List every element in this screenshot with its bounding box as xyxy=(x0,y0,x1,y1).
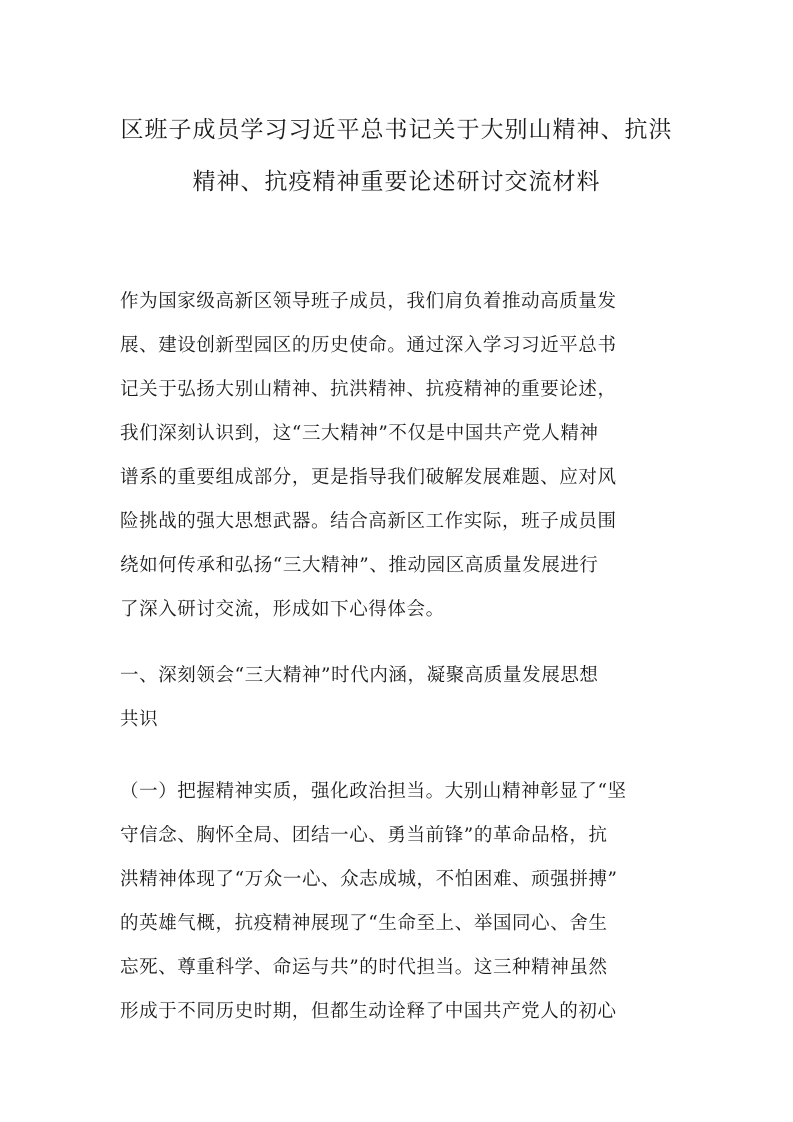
paragraph-line: 洪精神体现了“万众一心、众志成城，不怕困难、顽强拼搏” xyxy=(120,869,618,890)
paragraph-line: 我们深刻认识到，这“三大精神”不仅是中国共产党人精神 xyxy=(120,423,599,444)
paragraph-line: 记关于弘扬大别山精神、抗洪精神、抗疫精神的重要论述， xyxy=(120,379,617,400)
paragraph-line: 守信念、胸怀全局、团结一心、勇当前锋”的革命品格，抗 xyxy=(120,825,608,846)
paragraph-line: 绕如何传承和弘扬“三大精神”、推动园区高质量发展进行 xyxy=(120,555,599,576)
paragraph-line: 形成于不同历史时期，但都生动诠释了中国共产党人的初心 xyxy=(120,1001,617,1022)
paragraph-line: 忘死、尊重科学、命运与共”的时代担当。这三种精神虽然 xyxy=(120,957,608,978)
paragraph-line: 谱系的重要组成部分，更是指导我们破解发展难题、应对风 xyxy=(120,467,617,488)
paragraph-line: 险挑战的强大思想武器。结合高新区工作实际，班子成员围 xyxy=(120,511,617,532)
paragraph-line: （一）把握精神实质，强化政治担当。大别山精神彰显了“坚 xyxy=(120,781,627,802)
paragraph-line: 了深入研讨交流，形成如下心得体会。 xyxy=(120,599,445,620)
title-line: 精神、抗疫精神重要论述研讨交流材料 xyxy=(192,169,601,195)
intro-paragraph xyxy=(120,280,680,632)
title-line: 区班子成员学习习近平总书记关于大别山精神、抗洪 xyxy=(120,117,673,143)
paragraph-line: 作为国家级高新区领导班子成员，我们肩负着推动高质量发 xyxy=(120,291,617,312)
paragraph-line: 的英雄气概，抗疫精神展现了“生命至上、举国同心、舍生 xyxy=(120,913,608,934)
document-title xyxy=(110,104,683,208)
heading-line: 一、深刻领会“三大精神”时代内涵，凝聚高质量发展思想 xyxy=(120,665,599,686)
paragraph-line: 展、建设创新型园区的历史使命。通过深入学习习近平总书 xyxy=(120,335,617,356)
subsection-paragraph xyxy=(120,770,680,1034)
heading-line: 共识 xyxy=(120,709,159,730)
section-heading xyxy=(120,654,680,742)
